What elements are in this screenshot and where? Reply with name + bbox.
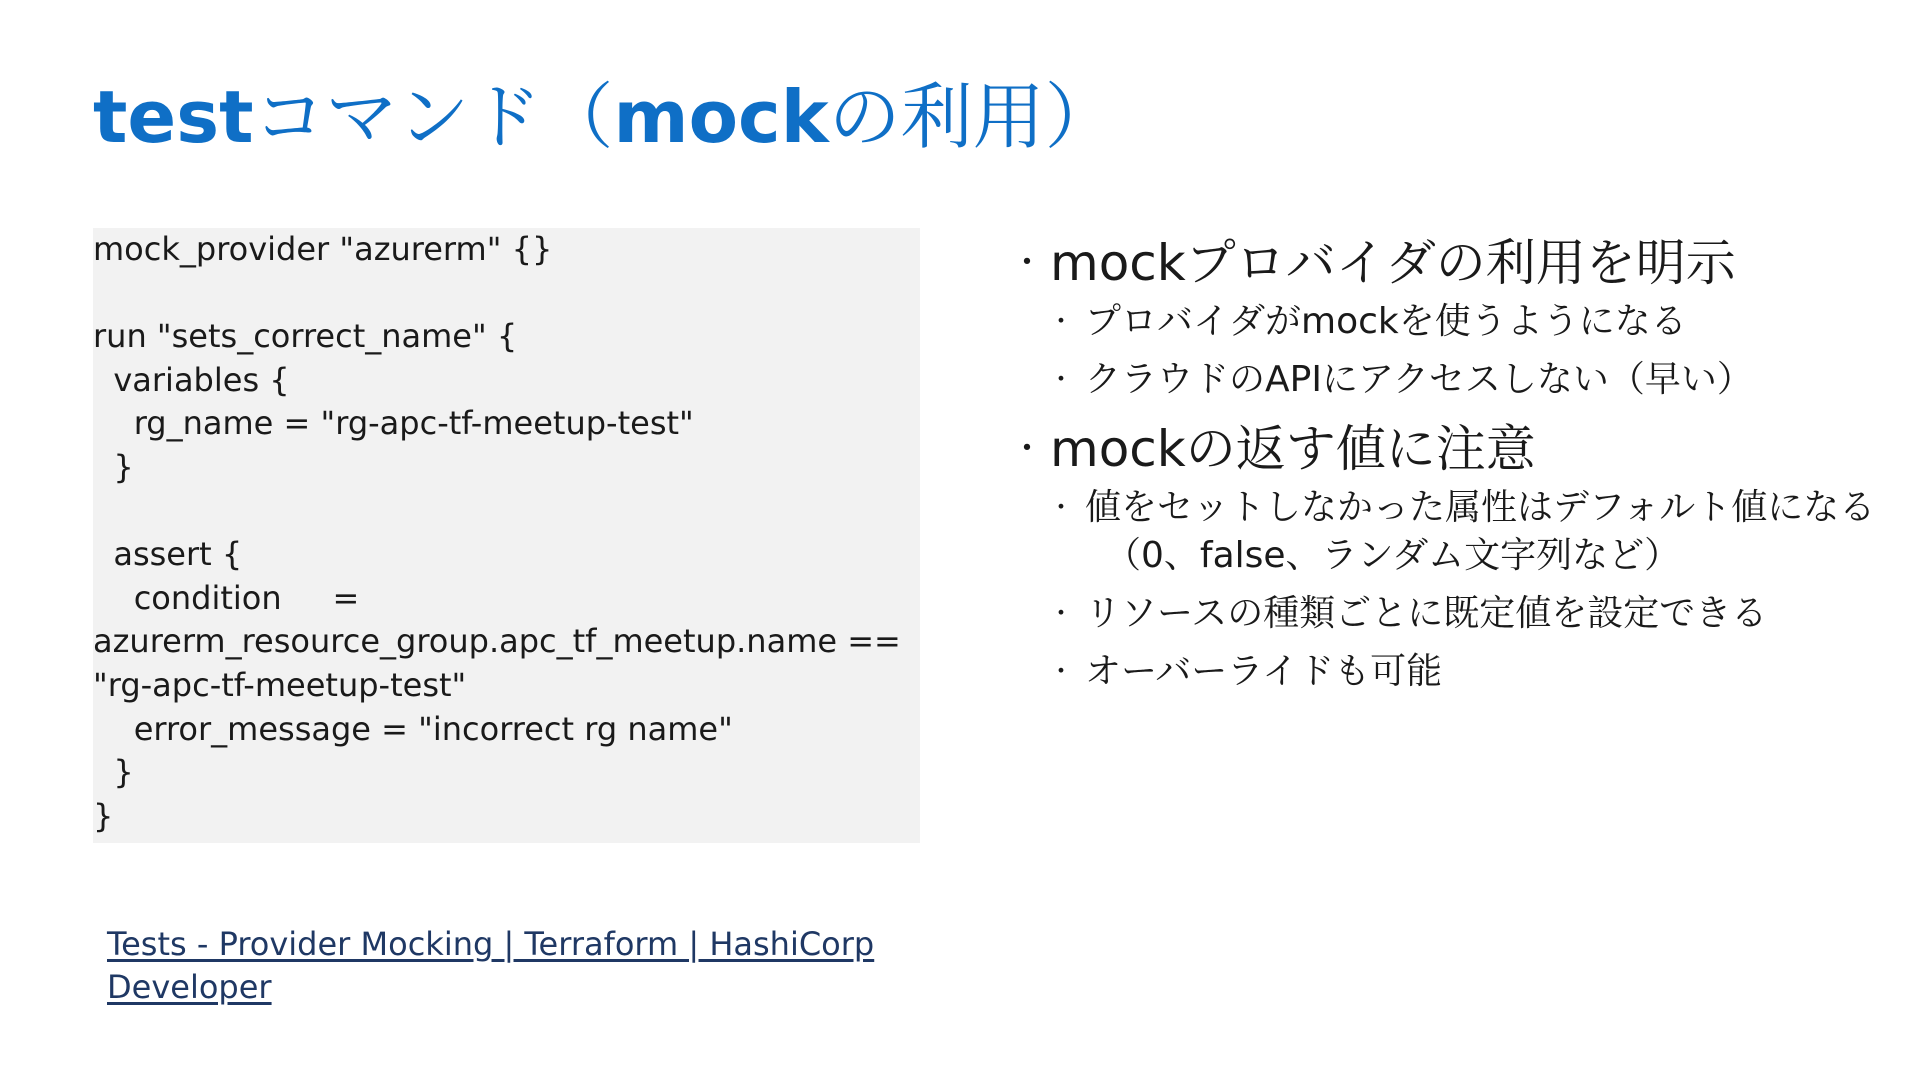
bullet-group-mock-values [1010,414,1890,696]
code-line: rg_name = "rg-apc-tf-meetup-test" [93,404,694,443]
bullet-list [1010,228,1890,706]
sub-bullet-item [1010,484,1890,580]
slide-title-part-4: の利用） [828,75,1117,159]
bullet-dot-icon: ・ [1010,429,1044,469]
slide-title [93,72,1117,162]
bullet-dot-icon: ・ [1048,657,1075,687]
sub-bullet-item [1010,648,1890,696]
bullet-item [1010,414,1890,484]
sub-bullet-continuation: （0、false、ランダム文字列など） [1105,535,1681,576]
code-line: } [93,796,114,835]
bullet-item [1010,228,1890,298]
bullet-text: mockの返す値に注意 [1050,420,1536,478]
sub-bullet-item [1010,356,1890,404]
slide-title-part-1: test [93,75,254,159]
code-line: } [93,447,134,486]
bullet-dot-icon: ・ [1048,307,1075,337]
code-lines [93,228,920,838]
sub-bullet-item [1010,590,1890,638]
sub-bullet-text: リソースの種類ごとに既定値を設定できる [1085,593,1768,634]
code-line: "rg-apc-tf-meetup-test" [93,665,467,704]
code-line [93,490,920,534]
sub-bullet-text: プロバイダがmockを使うようになる [1085,301,1687,342]
code-line: azurerm_resource_group.apc_tf_meetup.name == [93,622,901,661]
code-line: assert { [93,535,243,574]
code-line: error_message = "incorrect rg name" [93,709,733,748]
code-line: run "sets_correct_name" { [93,317,518,356]
sub-bullet-list [1010,484,1890,696]
bullet-dot-icon: ・ [1048,365,1075,395]
bullet-dot-icon: ・ [1048,493,1075,523]
bullet-group-mock-provider [1010,228,1890,404]
sub-bullet-text: 値をセットしなかった属性はデフォルト値になる [1085,487,1876,528]
sub-bullet-list [1010,298,1890,404]
slide-title-part-3: mock [613,75,829,159]
code-line: variables { [93,360,290,399]
code-block [93,228,920,843]
slide-title-part-2: コマンド（ [253,75,614,159]
reference-link[interactable]: Tests - Provider Mocking | Terraform | HashiCorp Developer [107,925,875,1006]
code-line: } [93,753,134,792]
code-line: mock_provider "azurerm" {} [93,230,553,268]
code-line [93,272,920,316]
bullet-dot-icon: ・ [1048,599,1075,629]
bullet-text: mockプロバイダの利用を明示 [1050,234,1736,292]
bullet-dot-icon: ・ [1010,243,1044,283]
sub-bullet-text: クラウドのAPIにアクセスしない（早い） [1085,359,1753,400]
sub-bullet-text: オーバーライドも可能 [1085,651,1443,692]
code-line: condition = [93,578,360,617]
sub-bullet-item [1010,298,1890,346]
